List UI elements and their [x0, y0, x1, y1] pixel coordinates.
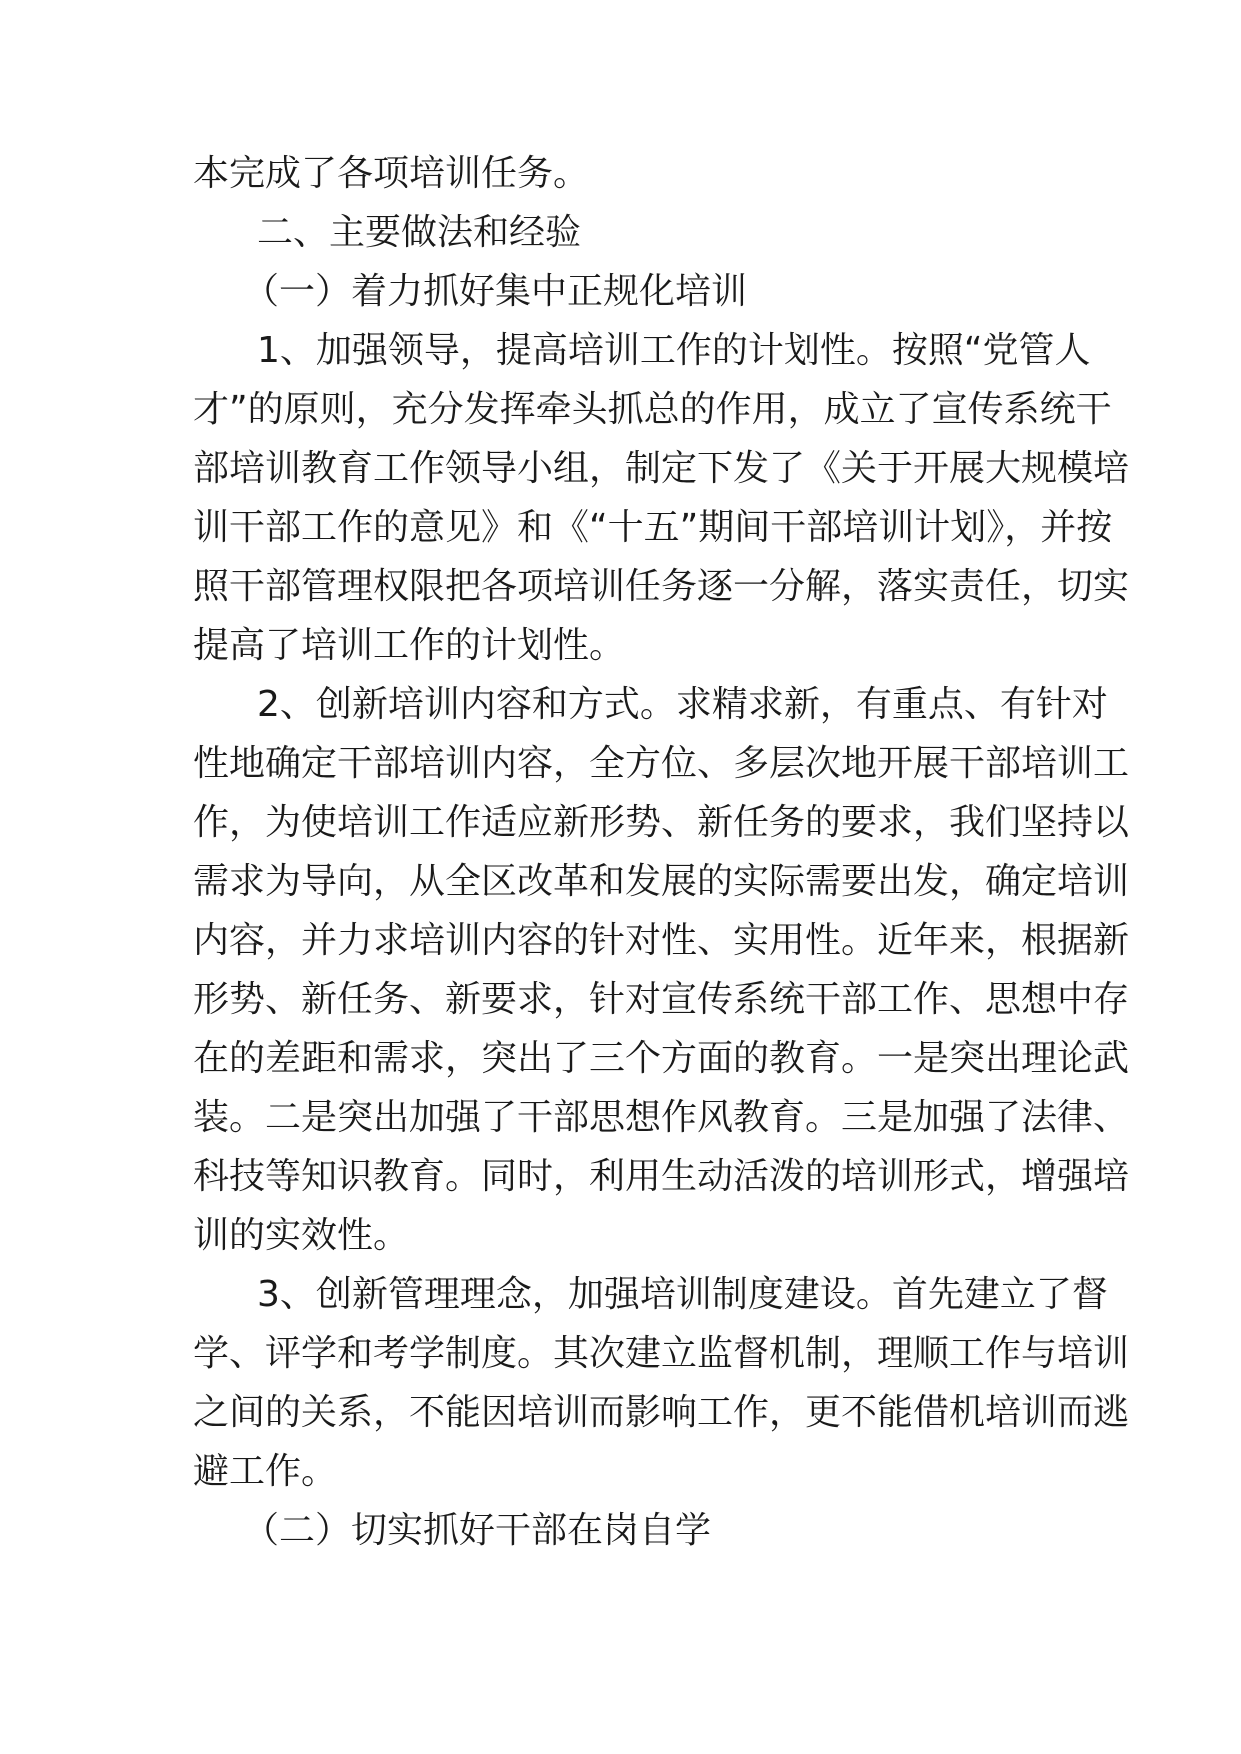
text-line: 训干部工作的意见》和《“十五”期间干部培训计划》，并按: [193, 507, 1113, 548]
text-line: 形势、新任务、新要求，针对宣传系统干部工作、思想中存: [193, 979, 1130, 1020]
text-line: 内容，并力求培训内容的针对性、实用性。近年来，根据新: [193, 920, 1130, 961]
text-line: 在的差距和需求，突出了三个方面的教育。一是突出理论武: [193, 1038, 1130, 1079]
text-line: 才”的原则，充分发挥牵头抓总的作用，成立了宣传系统干: [193, 389, 1112, 430]
text-line: 提高了培训工作的计划性。: [193, 625, 626, 666]
text-line: 科技等知识教育。同时，利用生动活泼的培训形式，增强培: [193, 1156, 1130, 1197]
text-line: 本完成了各项培训任务。: [193, 153, 590, 194]
text-line: 照干部管理权限把各项培训任务逐一分解，落实责任，切实: [193, 566, 1130, 607]
subsection-heading: （一）着力抓好集中正规化培训: [243, 271, 748, 312]
text-line: 1、加强领导，提高培训工作的计划性。按照“党管人: [257, 330, 1091, 371]
text-line: 避工作。: [193, 1451, 338, 1492]
text-line: 性地确定干部培训内容，全方位、多层次地开展干部培训工: [193, 743, 1130, 784]
text-line: 2、创新培训内容和方式。求精求新，有重点、有针对: [257, 684, 1108, 725]
text-line: 作，为使培训工作适应新形势、新任务的要求，我们坚持以: [193, 802, 1130, 843]
text-line: 3、创新管理理念，加强培训制度建设。首先建立了督: [257, 1274, 1108, 1315]
text-line: 学、评学和考学制度。其次建立监督机制，理顺工作与培训: [193, 1333, 1130, 1374]
subsection-heading: （二）切实抓好干部在岗自学: [243, 1510, 712, 1551]
section-heading: 二、主要做法和经验: [257, 212, 582, 253]
text-line: 需求为导向，从全区改革和发展的实际需要出发，确定培训: [193, 861, 1130, 902]
text-line: 之间的关系，不能因培训而影响工作，更不能借机培训而逃: [193, 1392, 1130, 1433]
text-line: 训的实效性。: [193, 1215, 410, 1256]
text-line: 装。二是突出加强了干部思想作风教育。三是加强了法律、: [193, 1097, 1130, 1138]
text-line: 部培训教育工作领导小组，制定下发了《关于开展大规模培: [193, 448, 1130, 489]
